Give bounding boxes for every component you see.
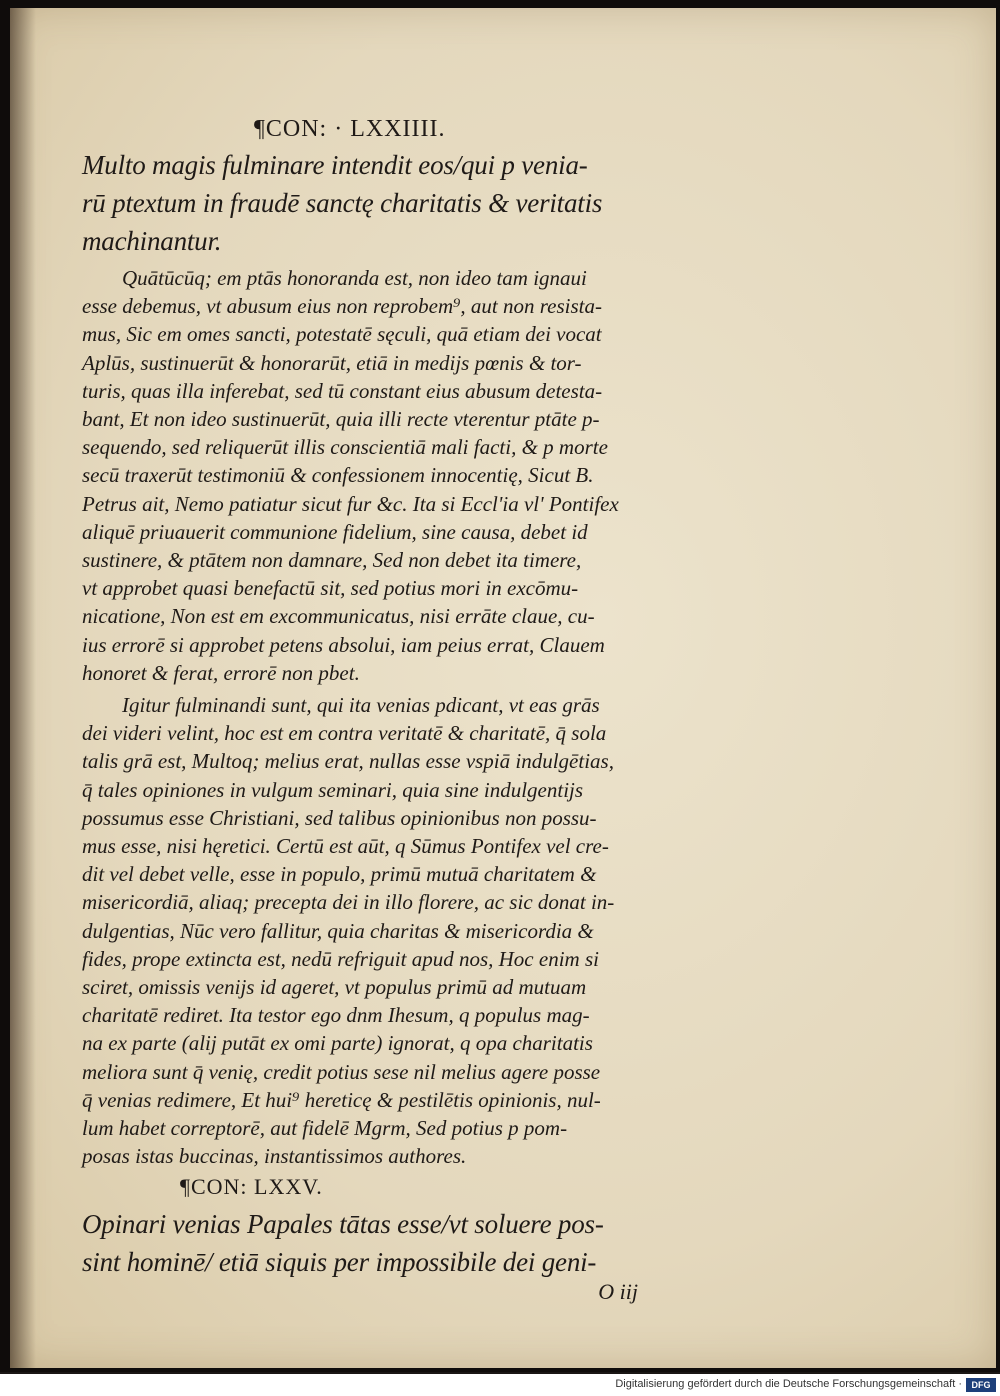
text-line: dulgentias, Nūc vero fallitur, quia charitas & misericordia &: [82, 918, 594, 943]
text-line: lum habet correptorē, aut fidelē Mgrm, Sed potius p pom-: [82, 1116, 568, 1141]
text-line: secū traxerūt testimoniū & confessionem innocentię, Sicut B.: [82, 463, 594, 488]
text-line: charitatē rediret. Ita testor ego dnm Ihesum, q populus mag-: [82, 1003, 590, 1028]
footer-credit: Digitalisierung gefördert durch die Deutsche Forschungsgemeinschaft ·: [615, 1378, 962, 1390]
text-line: Aplūs, sustinuerūt & honorarūt, etiā in medijs pœnis & tor-: [82, 350, 582, 375]
paragraph-1: [82, 264, 702, 687]
text-line: fides, prope extincta est, nedū refriguit apud nos, Hoc enim si: [82, 946, 599, 971]
text-line: q̄ venias redimere, Et hui⁹ hereticę & pestilētis opinionis, nul-: [82, 1087, 601, 1112]
heading-line: Multo magis fulminare intendit eos/qui p venia-: [82, 150, 588, 180]
text-line: misericordiā, aliaq; precepta dei in illo florere, ac sic donat in-: [82, 890, 615, 915]
text-line: Petrus ait, Nemo patiatur sicut fur &c. Ita si Eccl'ia vl' Pontifex: [82, 491, 619, 516]
text-line: nicatione, Non est em excommunicatus, nisi errāte claue, cu-: [82, 604, 595, 629]
text-line: sciret, omissis venijs id ageret, vt populus primū ad mutuam: [82, 975, 587, 1000]
text-line: Igitur fulminandi sunt, qui ita venias pdicant, vt eas grās: [122, 693, 600, 718]
text-line: vt approbet quasi benefactū sit, sed potius mori in excōmu-: [82, 576, 579, 601]
heading-line: Opinari venias Papales tātas esse/vt soluere pos-: [82, 1208, 604, 1239]
text-line: mus esse, nisi hęretici. Certū est aūt, q Sūmus Pontifex vel cre-: [82, 834, 609, 859]
running-head: ¶CON: · LXXIIII.: [254, 116, 446, 142]
dfg-logo-icon: DFG: [966, 1378, 996, 1392]
section-heading-2: [82, 1205, 702, 1281]
text-line: dei videri velint, hoc est em contra veritatē & charitatē, q̄ sola: [82, 721, 607, 746]
spine-shadow: [10, 8, 36, 1368]
text-line: na ex parte (alij putāt ex omi parte) ignorat, q opa charitatis: [82, 1031, 593, 1056]
paragraph-2: [82, 691, 702, 1170]
heading-line: sint hominē/ etiā siquis per impossibile dei geni-: [82, 1246, 597, 1277]
text-line: esse debemus, vt abusum eius non reprobem⁹, aut non resista-: [82, 294, 602, 319]
text-line: sustinere, & ptātem non damnare, Sed non debet ita timere,: [82, 548, 582, 573]
text-line: dit vel debet velle, esse in populo, primū mutuā charitatem &: [82, 862, 597, 887]
heading-line: rū ptextum in fraudē sanctę charitatis & veritatis: [82, 188, 603, 218]
text-line: sequendo, sed reliquerūt illis conscientiā mali facti, & p morte: [82, 435, 608, 460]
text-line: mus, Sic em omes sancti, potestatē sęculi, quā etiam dei vocat: [82, 322, 602, 347]
text-line: Quātūcūq; em ptās honoranda est, non ideo tam ignaui: [122, 266, 587, 290]
text-line: ius errorē si approbet petens absolui, iam peius errat, Clauem: [82, 632, 605, 657]
sub-heading: ¶CON: LXXV.: [180, 1173, 323, 1199]
text-line: q̄ tales opiniones in vulgum seminari, quia sine indulgentijs: [82, 777, 584, 802]
text-line: possumus esse Christiani, sed talibus opinionibus non possu-: [82, 805, 597, 830]
text-line: posas istas buccinas, instantissimos authores.: [82, 1144, 467, 1169]
text-line: aliquē priuauerit communione fidelium, sine causa, debet id: [82, 519, 588, 544]
text-line: meliora sunt q̄ venię, credit potius sese nil melius agere posse: [82, 1059, 601, 1084]
text-line: bant, Et non ideo sustinuerūt, quia illi recte vterentur ptāte p-: [82, 407, 600, 432]
text-line: honoret & ferat, errorē non pbet.: [82, 660, 360, 685]
text-block: [82, 112, 702, 1305]
footer-bar: [0, 1374, 1000, 1396]
section-heading: [82, 146, 702, 260]
heading-line: machinantur.: [82, 226, 222, 256]
text-line: turis, quas illa inferebat, sed tū constant eius abusum detesta-: [82, 378, 603, 403]
text-line: talis grā est, Multoq; melius erat, nullas esse vspiā indulgētias,: [82, 749, 614, 774]
signature-mark: O iij: [598, 1278, 638, 1304]
